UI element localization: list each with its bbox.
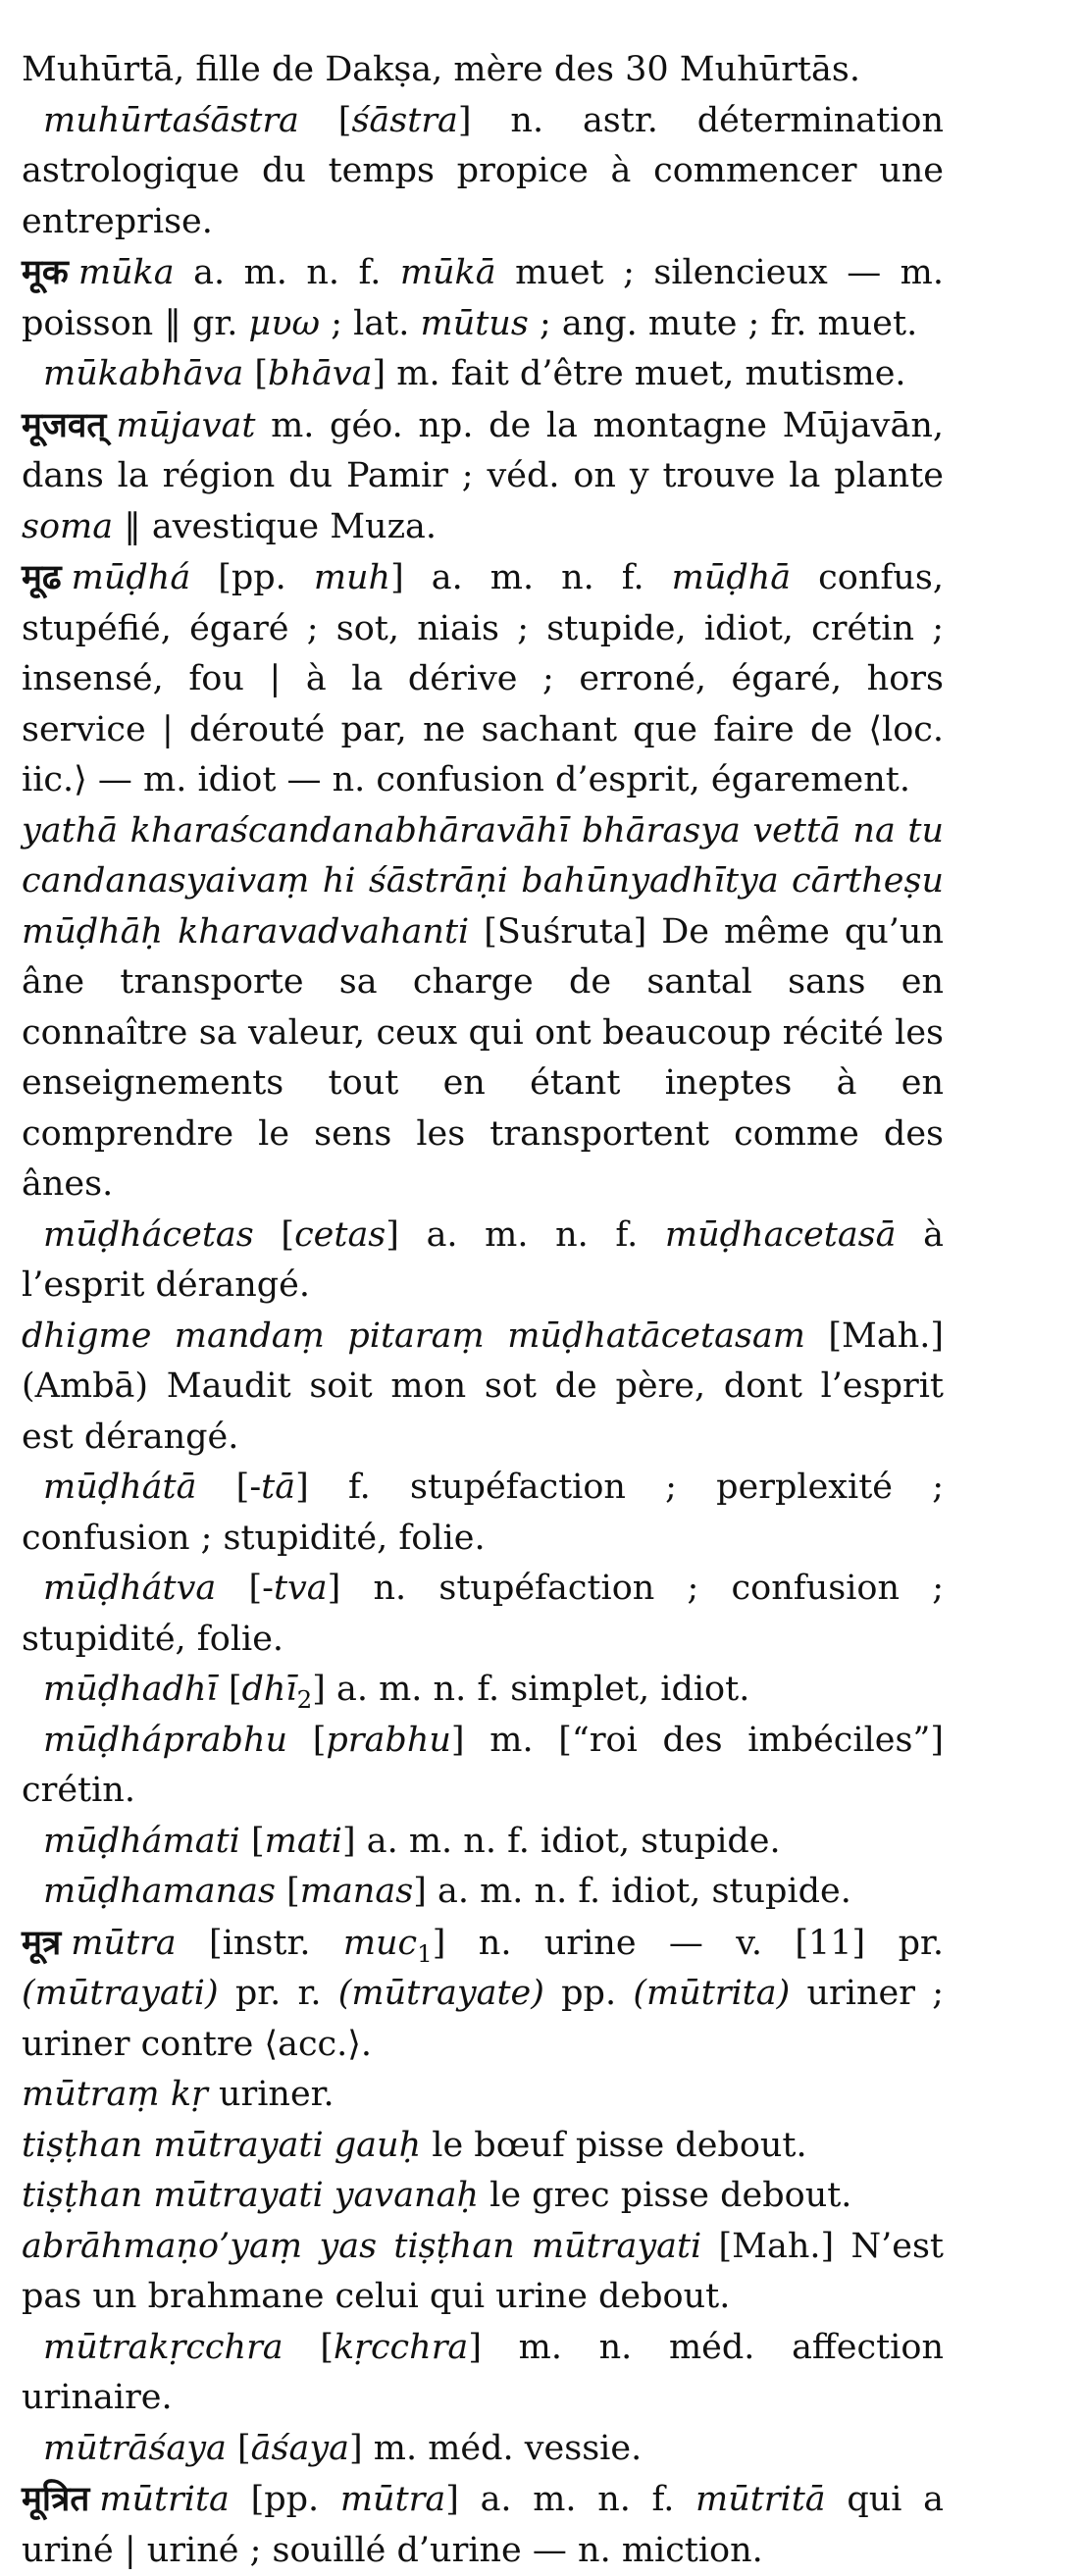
italic-text: mūtra <box>71 1923 177 1963</box>
dictionary-subentry <box>22 2323 944 2424</box>
italic-text: dhigme mandaṃ pitaraṃ mūḍhatācetasam <box>22 1315 805 1356</box>
entry-text: muet ; silencieux — m. poisson ‖ gr. <box>22 253 945 343</box>
entry-text: 1 <box>417 1938 433 1968</box>
italic-text: manas <box>299 1872 414 1911</box>
entry-text: [ <box>243 354 269 393</box>
italic-text: kṛcchra <box>334 2327 469 2367</box>
dictionary-subentry <box>22 2424 944 2475</box>
entry-text: ] n. urine — v. [11] pr. <box>432 1923 944 1963</box>
entry-text: [ <box>275 1872 300 1911</box>
entry-text: pr. r. <box>218 1974 338 2013</box>
entry-text: [- <box>196 1468 262 1507</box>
example-citation <box>22 1312 944 1464</box>
entry-text: pp. <box>543 1974 634 2013</box>
entry-text: le bœuf pisse debout. <box>421 2125 807 2165</box>
italic-text: mūtra <box>339 2480 446 2519</box>
italic-text: mūkā <box>399 253 496 292</box>
italic-text: soma <box>22 506 114 546</box>
entry-text: [ <box>226 2428 251 2468</box>
entry-text: ] m. n. méd. affection urinaire. <box>22 2327 944 2417</box>
example-citation <box>22 806 944 1211</box>
italic-text: bhāva <box>268 354 373 393</box>
italic-text: μυω <box>248 303 321 343</box>
italic-text: mūtrakṛcchra <box>43 2327 283 2367</box>
dictionary-subentry <box>22 1463 944 1564</box>
dictionary-subentry <box>22 1564 944 1665</box>
entry-text: [Suśruta] De même qu’un âne transporte sa charge de santal sans en connaître sa valeur, ceux qui ont beaucoup récité les enseignements tout en étant ineptes à en comprendre le sens les transportent comme des ânes. <box>22 911 944 1204</box>
italic-text: mūḍhácetas <box>43 1214 254 1255</box>
italic-text: mūḍhá <box>71 558 191 597</box>
entry-text: le grec pisse debout. <box>479 2176 852 2215</box>
dictionary-subentry <box>22 1817 944 1868</box>
entry-text: [ <box>283 2327 335 2367</box>
entry-text: [instr. <box>176 1923 343 1963</box>
entry-text: [pp. <box>229 2480 340 2519</box>
italic-text: mūḍhátva <box>43 1569 217 1608</box>
italic-text: mūtraṃ kṛ <box>22 2075 208 2114</box>
devanagari-headword: मूढ <box>22 557 62 597</box>
entry-text: confus, stupéfié, égaré ; sot, niais ; stupide, idiot, crétin ; insensé, fou | à la dérive ; erroné, égaré, hors service | dérouté par, ne sachant que faire de ⟨loc. iic.⟩ — m. idiot — n. confusion d’esprit, égarement. <box>22 558 944 799</box>
entry-text: à l’esprit dérangé. <box>22 1214 945 1305</box>
example-citation <box>22 2222 944 2323</box>
entry-continuation <box>22 45 944 96</box>
entry-text: [pp. <box>190 558 314 597</box>
entry-text: ] f. stupéfaction ; perplexité ; confusion ; stupidité, folie. <box>22 1468 944 1558</box>
entry-text: uriner ; uriner contre ⟨acc.⟩. <box>22 1974 945 2064</box>
italic-text: mūkabhāva <box>43 354 244 393</box>
italic-text: abrāhmaṇo’yaṃ yas tiṣṭhan mūtrayati <box>22 2226 702 2266</box>
italic-text: mūtrita <box>99 2480 230 2519</box>
entry-text: ] a. m. n. f. simplet, idiot. <box>312 1670 750 1709</box>
dictionary-subentry <box>22 96 944 248</box>
italic-text: prabhu <box>326 1720 451 1760</box>
dictionary-entry <box>22 552 944 806</box>
italic-text: muh <box>313 558 391 597</box>
italic-text: tva <box>273 1569 328 1608</box>
entry-text: ] m. [“roi des imbéciles”] crétin. <box>22 1720 944 1810</box>
entry-text: m. géo. np. de la montagne Mūjavān, dans la région du Pamir ; véd. on y trouve la plante <box>22 405 944 495</box>
italic-text: mūtus <box>420 303 529 343</box>
entry-text: [ <box>217 1670 242 1709</box>
italic-text: muc <box>342 1923 418 1963</box>
example-citation <box>22 2121 944 2172</box>
italic-text: (mūtrayate) <box>337 1974 544 2013</box>
italic-text: tiṣṭhan mūtrayati gauḥ <box>22 2125 422 2165</box>
entry-text: ] m. méd. vessie. <box>349 2428 643 2468</box>
italic-text: mūḍhamanas <box>43 1872 276 1911</box>
devanagari-headword: मूत्रित <box>22 2479 90 2519</box>
entry-text: qui a uriné | uriné ; souillé d’urine — n. miction. <box>22 2480 944 2570</box>
italic-text: muhūrtaśāstra <box>43 100 299 140</box>
dictionary-subentry <box>22 1665 944 1716</box>
entry-text: a. m. n. f. <box>174 253 400 292</box>
dictionary-subentry <box>22 1867 944 1918</box>
entry-text: ] m. fait d’être muet, mutisme. <box>372 354 906 393</box>
italic-text: mūḍhámati <box>43 1821 240 1861</box>
entry-text: 2 <box>296 1685 313 1714</box>
entry-text: ] a. m. n. f. <box>390 558 672 597</box>
italic-text: cetas <box>294 1214 386 1255</box>
italic-text: mūḍhadhī <box>43 1670 218 1709</box>
italic-text: śāstra <box>351 100 458 140</box>
devanagari-headword: मूत्र <box>22 1922 62 1963</box>
entry-text: [ <box>298 100 352 140</box>
entry-text: [- <box>216 1569 274 1608</box>
entry-text: uriner. <box>207 2075 335 2114</box>
italic-text: mūḍhátā <box>43 1468 197 1507</box>
italic-text: āśaya <box>250 2428 349 2468</box>
italic-text: mūḍhacetasā <box>664 1214 897 1255</box>
devanagari-headword: मूजवत् <box>22 404 107 445</box>
entry-text: ] a. m. n. f. idiot, stupide. <box>341 1821 781 1861</box>
dictionary-subentry <box>22 1716 944 1817</box>
italic-text: (mūtrayati) <box>22 1974 219 2013</box>
italic-text: mūḍhā <box>671 558 792 597</box>
entry-text: ] n. stupéfaction ; confusion ; stupidité, folie. <box>22 1569 945 1659</box>
entry-text: [ <box>239 1821 265 1861</box>
dictionary-entry <box>22 247 944 349</box>
entry-text: ; ang. mute ; fr. muet. <box>528 303 918 343</box>
italic-text: yathā kharaścandanabhāravāhī bhārasya vettā na tu candanasyaivaṃ hi śāstrāṇi bahūnyadhītya cārtheṣu mūḍhāḥ kharavadvahanti <box>22 810 944 952</box>
example-citation <box>22 2070 944 2121</box>
italic-text: mūtritā <box>695 2480 826 2519</box>
entry-text: [ <box>287 1720 327 1760</box>
italic-text: (mūtrita) <box>633 1974 791 2013</box>
entry-text: [ <box>253 1214 295 1255</box>
dictionary-subentry <box>22 1211 944 1312</box>
entry-text: ] n. astr. détermination astrologique du temps propice à commencer une entreprise. <box>22 100 944 241</box>
entry-text: ] a. m. n. f. <box>445 2480 696 2519</box>
italic-text: mūtrāśaya <box>43 2428 227 2468</box>
dictionary-entry <box>22 1918 944 2071</box>
entry-text: Muhūrtā, fille de Dakṣa, mère des 30 Muhūrtās. <box>22 50 860 89</box>
entry-text: [Mah.] (Ambā) Maudit soit mon sot de père, dont l’esprit est dérangé. <box>22 1315 945 1457</box>
italic-text: mati <box>264 1821 342 1861</box>
dictionary-subentry <box>22 349 944 400</box>
dictionary-entry <box>22 2474 944 2576</box>
italic-text: tā <box>261 1468 296 1507</box>
italic-text: mūḍháprabhu <box>43 1720 288 1760</box>
italic-text: dhī <box>241 1670 297 1709</box>
example-citation <box>22 2171 944 2222</box>
entry-text: ‖ avestique Muza. <box>113 506 438 546</box>
italic-text: mūjavat <box>116 405 256 445</box>
devanagari-headword: मूक <box>22 252 69 292</box>
entry-text: ] a. m. n. f. idiot, stupide. <box>413 1872 851 1911</box>
entry-text: ; lat. <box>320 303 421 343</box>
entry-text: ] a. m. n. f. <box>386 1214 665 1255</box>
italic-text: mūka <box>77 253 175 292</box>
entry-text: [Mah.] N’est pas un brahmane celui qui urine debout. <box>22 2226 944 2316</box>
dictionary-entry <box>22 400 944 553</box>
italic-text: tiṣṭhan mūtrayati yavanaḥ <box>22 2176 480 2215</box>
